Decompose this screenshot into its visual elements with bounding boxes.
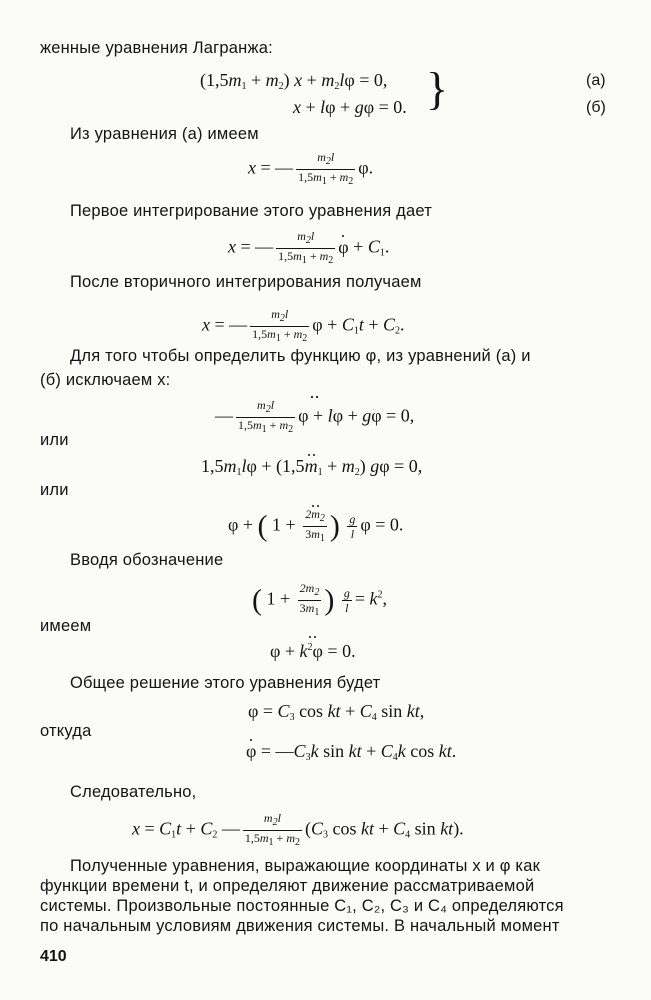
equation-k-definition: ( 1 + $\frac{2m_2}{3m_1}$ ) $\frac{g}{l}$ = $k^2$, xyxy=(252,581,387,618)
or-2: или xyxy=(40,481,69,499)
paragraph-2: Первое интегрирование этого уравнения дает xyxy=(70,202,432,220)
paragraph-10b: функции времени t, и определяют движение рассматриваемой xyxy=(40,877,535,895)
paragraph-10c: системы. Произвольные постоянные C₁, C₂, C₃ и C₄ определяются xyxy=(40,897,564,915)
equation-b: x + lφ + gφ = 0. xyxy=(293,97,407,117)
page-number: 410 xyxy=(40,948,67,965)
paragraph-10a: Полученные уравнения, выражающие координаты x и φ как xyxy=(70,857,541,875)
paragraph-4b: (б) исключаем x: xyxy=(40,371,171,389)
paragraph-6: имеем xyxy=(40,617,92,635)
equation-oscillator: $\varphi + k^2\varphi = 0$. xyxy=(270,641,356,661)
paragraph-4a: Для того чтобы определить функцию φ, из уравнений (а) и xyxy=(70,347,531,365)
paragraph-7: Общее решение этого уравнения будет xyxy=(70,674,381,692)
equation-first-integral: x = — $\frac{m_2l}{1,5m_1 + m_2}$ $\varphi + C_1$. xyxy=(228,229,390,266)
paragraph-1: Из уравнения (а) имеем xyxy=(70,125,259,143)
equation-derivative: $\varphi = —C_3k$ sin kt + $C_4k$ cos kt. xyxy=(246,741,457,763)
paragraph-10d: по начальным условиям движения системы. В начальный момент xyxy=(40,917,560,935)
or-1: или xyxy=(40,431,69,449)
equation-tag-a: (а) xyxy=(586,72,606,89)
paragraph-3: После вторичного интегрирования получаем xyxy=(70,273,422,291)
equation-tag-b: (б) xyxy=(586,99,606,116)
equation-general-solution: $\varphi = C_3$ cos kt + $C_4$ sin kt, xyxy=(248,701,425,723)
equation-x: x = — $\frac{m_2l}{1,5m_1 + m_2}$ φ. xyxy=(248,150,374,187)
equation-a: $(1,5m_1 + m_2) x + m_2l\varphi = 0$, xyxy=(200,70,388,92)
intro-line: женные уравнения Лагранжа: xyxy=(40,39,273,57)
paragraph-8: откуда xyxy=(40,722,92,740)
equation-second-integral: x = — $\frac{m_2l}{1,5m_1 + m_2}$ $\varphi + C_1t + C_2$. xyxy=(202,307,405,344)
equation-combined: $1,5m_1l\varphi + (1,5m_1 + m_2) g\varphi = 0$, xyxy=(201,456,423,478)
equation-normalized: φ + ( 1 + $\frac{2m_2}{3m_1}$ ) $\frac{g}{l}$ φ = 0. xyxy=(228,507,404,544)
equation-eliminate: — $\frac{m_2l}{1,5m_1 + m_2}$ φ + lφ + gφ = 0, xyxy=(215,398,415,435)
paragraph-5: Вводя обозначение xyxy=(70,551,224,569)
paragraph-9: Следовательно, xyxy=(70,783,197,801)
equation-x-solution: $x = C_1t + C_2$ — $\frac{m_2l}{1,5m_1 + m_2}$ ($C_3$ cos kt + $C_4$ sin kt). xyxy=(132,811,464,848)
system-brace: } xyxy=(426,63,449,114)
